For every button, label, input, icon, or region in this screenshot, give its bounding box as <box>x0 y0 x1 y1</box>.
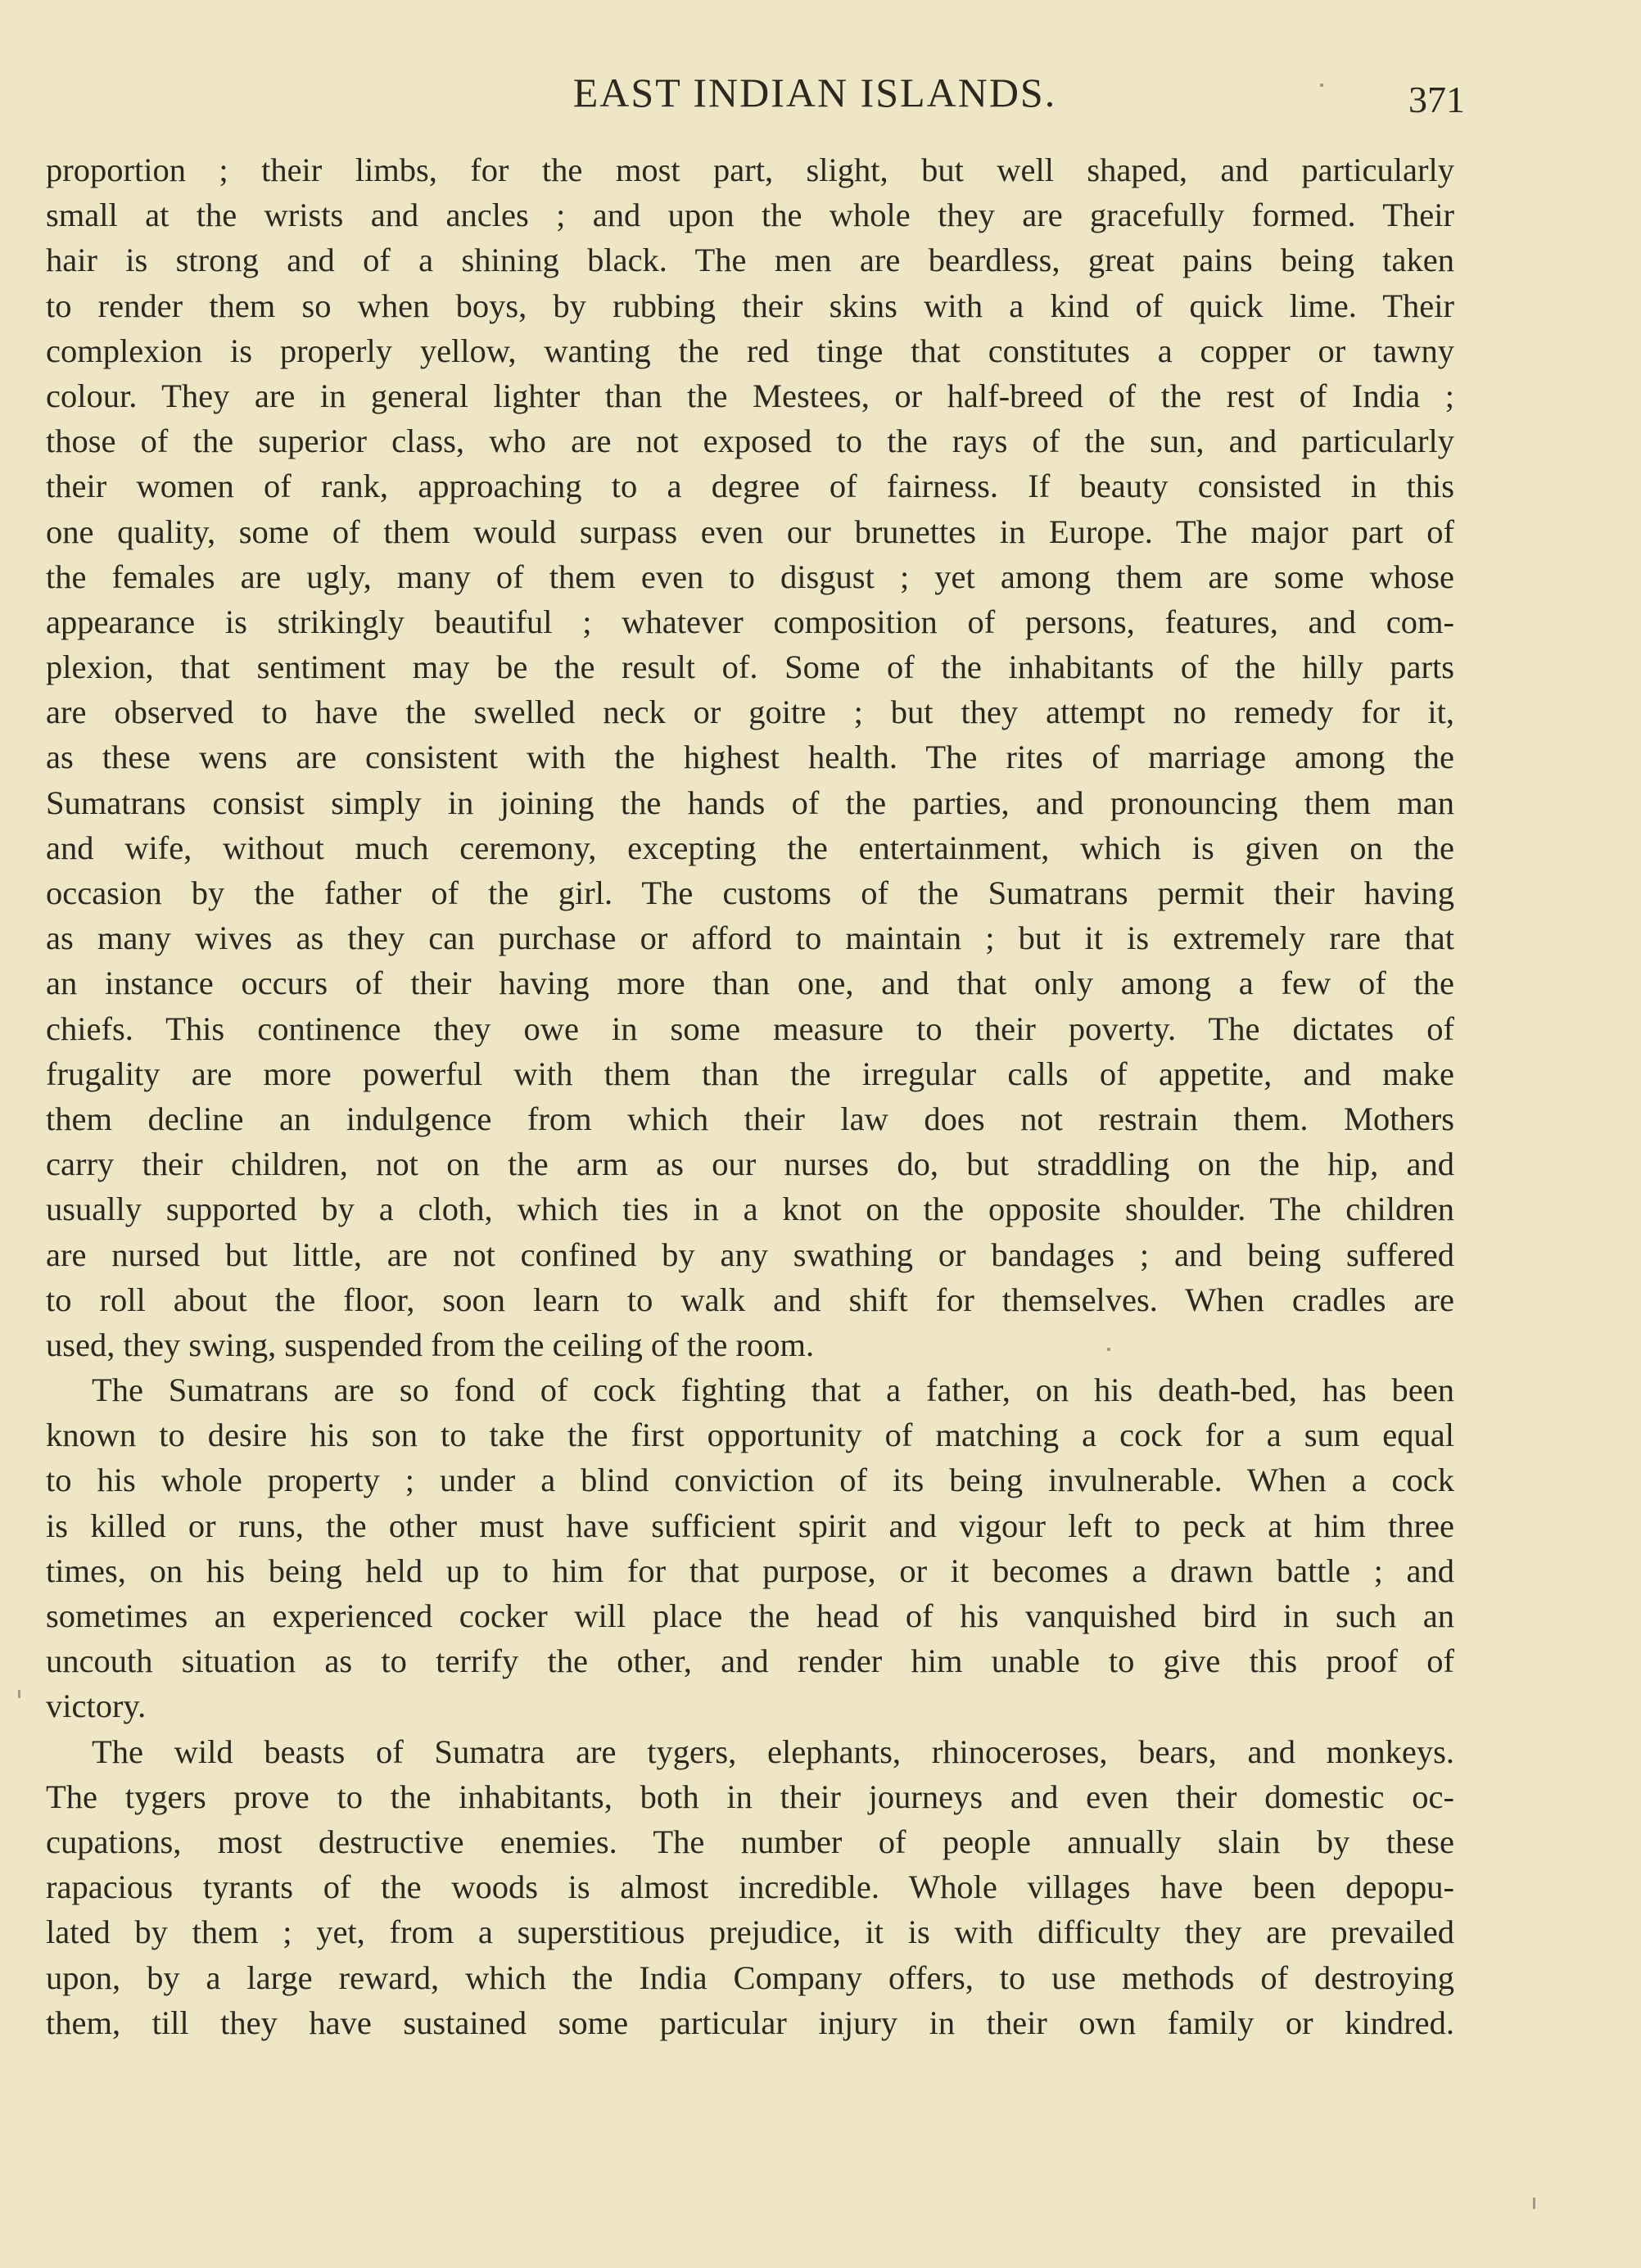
paper-blemish <box>1320 84 1323 87</box>
text-line: The Sumatrans are so fond of cock fighting that a father, on his death-bed, has been <box>92 1371 1454 1409</box>
paper-blemish <box>1107 1348 1110 1351</box>
text-line: as these wens are consistent with the highest health. The rites of marriage among the <box>46 739 1454 776</box>
body-text <box>46 147 1454 2045</box>
text-line: The tygers prove to the inhabitants, both in their journeys and even their domestic oc- <box>46 1778 1454 1815</box>
text-line: rapacious tyrants of the woods is almost incredible. Whole villages have been depopu- <box>46 1868 1454 1906</box>
text-line: to roll about the floor, soon learn to walk and shift for themselves. When cradles are <box>46 1281 1454 1318</box>
text-line: plexion, that sentiment may be the result of. Some of the inhabitants of the hilly parts <box>46 648 1454 686</box>
text-line: known to desire his son to take the first opportunity of matching a cock for a sum equal <box>46 1416 1454 1454</box>
paragraph-appearance-customs <box>46 147 1454 1367</box>
text-line: cupations, most destructive enemies. The number of people annually slain by these <box>46 1823 1454 1860</box>
text-line: are nursed but little, are not confined by any swathing or bandages ; and being suffered <box>46 1236 1454 1273</box>
text-line: usually supported by a cloth, which ties in a knot on the opposite shoulder. The children <box>46 1190 1454 1228</box>
text-line: uncouth situation as to terrify the other, and render him unable to give this proof of <box>46 1642 1454 1680</box>
text-line: sometimes an experienced cocker will place the head of his vanquished bird in such an <box>46 1597 1454 1634</box>
paper-blemish <box>1533 2198 1535 2209</box>
text-line: occasion by the father of the girl. The customs of the Sumatrans permit their having <box>46 874 1454 911</box>
text-line: an instance occurs of their having more than one, and that only among a few of the <box>46 965 1454 1002</box>
text-line: The wild beasts of Sumatra are tygers, elephants, rhinoceroses, bears, and monkeys. <box>92 1733 1454 1770</box>
text-line: to his whole property ; under a blind conviction of its being invulnerable. When a cock <box>46 1462 1454 1499</box>
text-line: are observed to have the swelled neck or goitre ; but they attempt no remedy for it, <box>46 694 1454 731</box>
text-line: to render them so when boys, by rubbing their skins with a kind of quick lime. Their <box>46 287 1454 324</box>
text-line: them decline an indulgence from which their law does not restrain them. Mothers <box>46 1100 1454 1137</box>
text-line: colour. They are in general lighter than the Mestees, or half-breed of the rest of India ; <box>46 377 1454 414</box>
running-head <box>0 64 1641 129</box>
text-line: and wife, without much ceremony, excepting the entertainment, which is given on the <box>46 829 1454 866</box>
text-line: complexion is properly yellow, wanting the red tinge that constitutes a copper or tawny <box>46 332 1454 369</box>
text-line: lated by them ; yet, from a superstitious prejudice, it is with difficulty they are prevailed <box>46 1913 1454 1951</box>
text-line: is killed or runs, the other must have sufficient spirit and vigour left to peck at him three <box>46 1507 1454 1544</box>
text-line: the females are ugly, many of them even to disgust ; yet among them are some whose <box>46 558 1454 595</box>
text-line: upon, by a large reward, which the India Company offers, to use methods of destroying <box>46 1959 1454 1996</box>
text-line: times, on his being held up to him for that purpose, or it becomes a drawn battle ; and <box>46 1552 1454 1589</box>
text-line: one quality, some of them would surpass even our brunettes in Europe. The major part of <box>46 513 1454 550</box>
text-line: as many wives as they can purchase or afford to maintain ; but it is extremely rare that <box>46 919 1454 957</box>
text-line: victory. <box>46 1687 147 1725</box>
paragraph-wild-beasts <box>46 1729 1454 2045</box>
text-line: proportion ; their limbs, for the most part, slight, but well shaped, and particularly <box>46 151 1454 188</box>
text-line: hair is strong and of a shining black. The men are beardless, great pains being taken <box>46 242 1454 279</box>
text-line: their women of rank, approaching to a degree of fairness. If beauty consisted in this <box>46 468 1454 505</box>
text-line: carry their children, not on the arm as our nurses do, but straddling on the hip, and <box>46 1145 1454 1183</box>
text-line: frugality are more powerful with them than the irregular calls of appetite, and make <box>46 1055 1454 1092</box>
text-line: used, they swing, suspended from the ceiling of the room. <box>46 1326 815 1363</box>
text-line: them, till they have sustained some particular injury in their own family or kindred. <box>46 2004 1454 2041</box>
text-line: Sumatrans consist simply in joining the hands of the parties, and pronouncing them man <box>46 784 1454 821</box>
page-number: 371 <box>1408 79 1465 120</box>
paper-blemish <box>18 1690 20 1698</box>
text-line: those of the superior class, who are not exposed to the rays of the sun, and particularly <box>46 422 1454 460</box>
text-line: chiefs. This continence they owe in some measure to their poverty. The dictates of <box>46 1010 1454 1047</box>
running-head-title: EAST INDIAN ISLANDS. <box>572 70 1057 115</box>
text-line: appearance is strikingly beautiful ; whatever composition of persons, features, and com- <box>46 603 1454 640</box>
text-line: small at the wrists and ancles ; and upon the whole they are gracefully formed. Their <box>46 197 1454 234</box>
paragraph-cock-fighting <box>46 1367 1454 1729</box>
